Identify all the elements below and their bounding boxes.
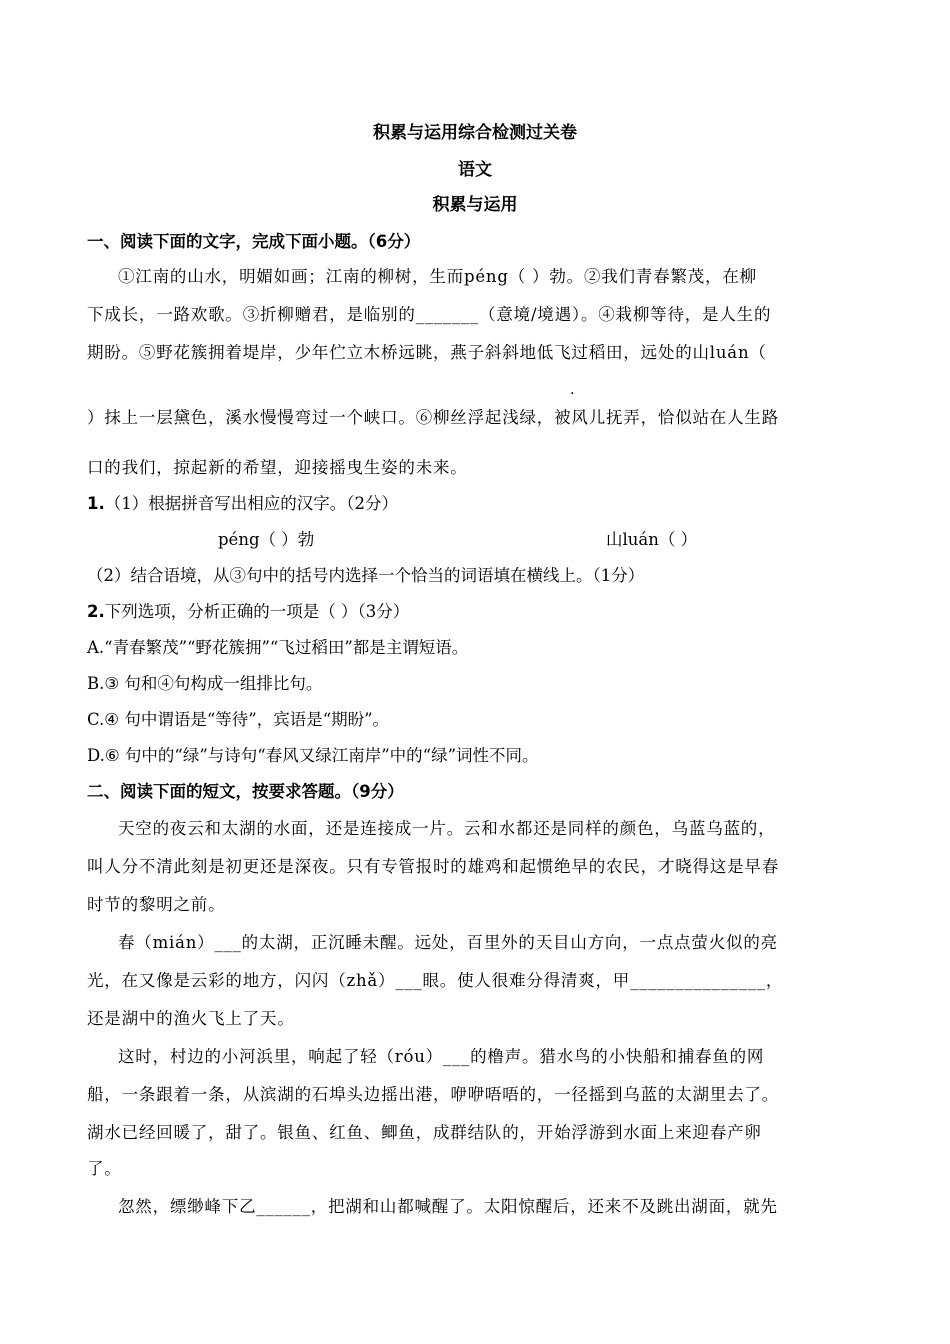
story-line: 这时，村边的小河浜里，响起了轻（róu）___的橹声。猎水鸟的小快船和捕春鱼的网 bbox=[118, 1047, 765, 1066]
story-line: 天空的夜云和太湖的水面，还是连接成一片。云和水都还是同样的颜色，乌蓝乌蓝的， bbox=[118, 819, 776, 838]
question-1-sub2: （2）结合语境，从③句中的括号内选择一个恰当的词语填在横线上。（1分） bbox=[87, 566, 645, 585]
question-number: 1. bbox=[87, 494, 105, 513]
story-line: 还是湖中的渔火飞上了天。 bbox=[87, 1009, 295, 1028]
question-1 bbox=[87, 490, 398, 514]
part1-heading: 一、阅读下面的文字，完成下面小题。（6分） bbox=[87, 232, 421, 251]
passage-line: ①江南的山水，明媚如画；江南的柳树，生而péng（ ）勃。②我们青春繁茂，在柳 bbox=[118, 267, 757, 286]
exam-title: 积累与运用综合检测过关卷 bbox=[373, 123, 577, 143]
option-b: B.③ 句和④句构成一组排比句。 bbox=[87, 674, 323, 693]
story-line: 忽然，缥缈峰下乙______，把湖和山都喊醒了。太阳惊醒后，还来不及跳出湖面，就先 bbox=[118, 1197, 778, 1216]
question-2 bbox=[87, 598, 409, 622]
passage-line: 口的我们，掠起新的希望，迎接摇曳生姿的未来。 bbox=[87, 458, 468, 477]
option-c: C.④ 句中谓语是“等待”，宾语是“期盼”。 bbox=[87, 710, 390, 729]
question-text: （1）根据拼音写出相应的汉字。（2分） bbox=[104, 494, 398, 513]
story-line: 了。 bbox=[87, 1159, 122, 1178]
passage-line: 期盼。⑤野花簇拥着堤岸，少年伫立木桥远眺，燕子斜斜地低飞过稻田，远处的山luán（ bbox=[87, 343, 767, 362]
answer-blank-luan: 山luán（ ） bbox=[606, 530, 698, 549]
story-line: 湖水已经回暖了，甜了。银鱼、红鱼、鲫鱼，成群结队的，开始浮游到水面上来迎春产卵 bbox=[87, 1123, 762, 1142]
story-line: 叫人分不清此刻是初更还是深夜。只有专管报时的雄鸡和起惯绝早的农民，才晓得这是早春 bbox=[87, 857, 779, 876]
story-line: 春（mián）___的太湖，正沉睡未醒。远处，百里外的天目山方向，一点点萤火似的亮 bbox=[118, 933, 778, 952]
option-a: A.“青春繁茂”“野花簇拥”“飞过稻田”都是主谓短语。 bbox=[87, 638, 469, 657]
subject-title: 语文 bbox=[458, 160, 492, 180]
story-line: 船，一条跟着一条，从滨湖的石埠头边摇出港，咿咿唔唔的，一径摇到乌蓝的太湖里去了。 bbox=[87, 1085, 779, 1104]
passage-line: 下成长，一路欢歌。③折柳赠君，是临别的_______（意境/境遇）。④栽柳等待，是人生的 bbox=[87, 305, 772, 324]
part2-heading: 二、阅读下面的短文，按要求答题。（9分） bbox=[87, 782, 404, 801]
section-title: 积累与运用 bbox=[432, 195, 518, 215]
story-line: 时节的黎明之前。 bbox=[87, 895, 226, 914]
question-text: 下列选项，分析正确的一项是（ ）（3分） bbox=[104, 602, 410, 621]
passage-line: ）抹上一层黛色，溪水慢慢弯过一个峡口。⑥柳丝浮起浅绿，被风儿抚弄，恰似站在人生路 bbox=[87, 408, 779, 427]
option-d: D.⑥ 句中的“绿”与诗句“春风又绿江南岸”中的“绿”词性不同。 bbox=[87, 746, 539, 765]
story-line: 光，在又像是云彩的地方，闪闪（zhǎ）___眼。使人很难分得清爽，甲_______________， bbox=[87, 971, 784, 990]
emphasis-dot: · bbox=[570, 386, 575, 402]
answer-blank-peng: péng（ ）勃 bbox=[218, 530, 315, 549]
question-number: 2. bbox=[87, 602, 105, 621]
